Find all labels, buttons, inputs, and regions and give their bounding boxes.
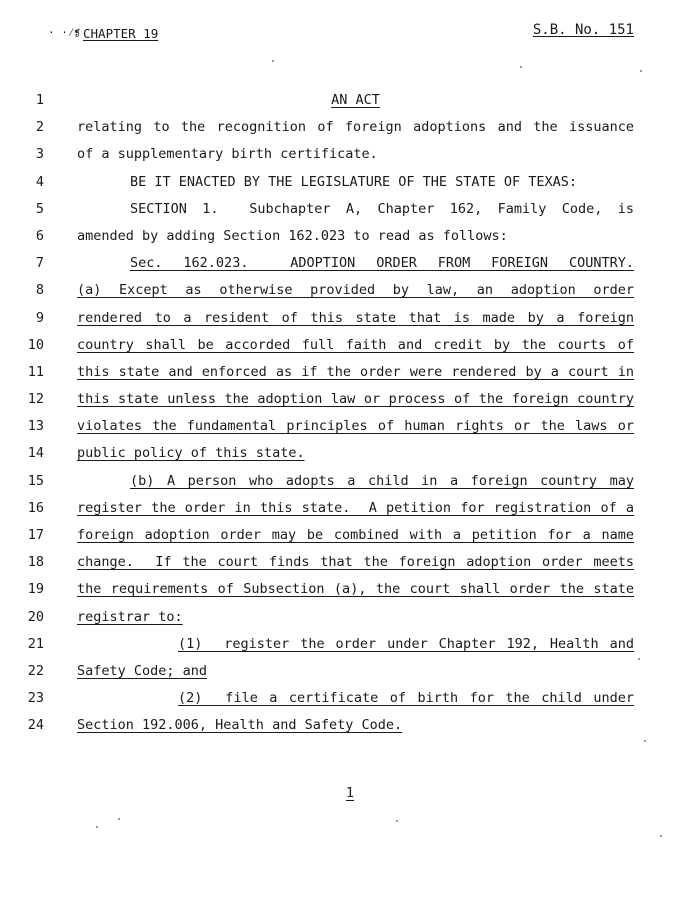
- line-number: 2: [35, 119, 44, 136]
- line-number: 15: [27, 472, 44, 489]
- bill-line: [0, 115, 700, 142]
- bill-line: [0, 632, 700, 659]
- line-number: 16: [27, 499, 44, 516]
- scan-speck: [96, 826, 98, 828]
- scan-speck: [644, 740, 646, 742]
- line-number: 5: [35, 200, 44, 217]
- line-number: 11: [27, 363, 44, 380]
- bill-line: [0, 469, 700, 496]
- bill-line: [0, 414, 700, 441]
- line-text: Safety Code; and: [77, 662, 208, 679]
- bill-line: [0, 197, 700, 224]
- bill-line: [0, 333, 700, 360]
- act-title: AN ACT: [331, 92, 380, 108]
- scan-speck: [520, 66, 522, 68]
- bill-line: [0, 387, 700, 414]
- scan-speck: [272, 60, 274, 62]
- bill-line: [0, 278, 700, 305]
- line-number: 7: [35, 255, 44, 272]
- line-text: of a supplementary birth certificate.: [77, 146, 378, 163]
- page-number: 1: [345, 785, 355, 801]
- line-text: the requirements of Subsection (a), the court shall order the state: [77, 581, 634, 598]
- line-text: foreign adoption order may be combined with a petition for a name: [77, 527, 634, 543]
- section-heading: Sec. 162.023. ADOPTION ORDER FROM FOREIGN COUNTRY.: [130, 255, 634, 272]
- line-text: (1) register the order under Chapter 192, Health and: [178, 635, 634, 652]
- bill-line: [0, 142, 700, 169]
- line-text: Section 192.006, Health and Safety Code.: [77, 717, 403, 734]
- line-text: country shall be accorded full faith and credit by the courts of: [77, 336, 634, 353]
- line-text: (b) A person who adopts a child in a foreign country may: [130, 472, 634, 489]
- line-text: this state and enforced as if the order were rendered by a court in: [77, 363, 634, 380]
- line-number: 20: [27, 608, 44, 625]
- scan-speck: [396, 820, 398, 822]
- line-text: this state unless the adoption law or process of the foreign country: [77, 391, 634, 408]
- line-text: change. If the court finds that the foreign adoption order meets: [77, 554, 634, 571]
- bill-line: [0, 577, 700, 604]
- line-number: 1: [35, 92, 44, 108]
- line-text: (2) file a certificate of birth for the child under: [178, 690, 634, 707]
- line-number: 18: [27, 554, 44, 571]
- line-text: rendered to a resident of this state that is made by a foreign: [77, 309, 634, 326]
- line-text: registrar to:: [77, 608, 183, 625]
- line-number: 3: [35, 146, 44, 163]
- line-number: 23: [27, 690, 44, 707]
- bill-line: [0, 550, 700, 577]
- bill-number: S.B. No. 151: [532, 22, 634, 38]
- line-text: violates the fundamental principles of human rights or the laws or: [77, 418, 634, 435]
- line-number: 17: [27, 527, 44, 543]
- bill-line: [0, 88, 700, 115]
- bill-line: [0, 605, 700, 632]
- line-number: 22: [27, 662, 44, 679]
- line-number: 12: [27, 391, 44, 408]
- line-number: 4: [35, 173, 44, 190]
- bill-text: [0, 88, 700, 741]
- bill-line: [0, 523, 700, 550]
- scan-speck: [640, 70, 642, 72]
- bill-line: [0, 659, 700, 686]
- line-text: public policy of this state.: [77, 445, 305, 462]
- bill-line: [0, 251, 700, 278]
- scan-speck: [118, 818, 120, 820]
- bill-line: [0, 224, 700, 251]
- scan-speck: [660, 835, 662, 837]
- line-text: SECTION 1. Subchapter A, Chapter 162, Family Code, is: [130, 200, 634, 217]
- chapter-label: CHAPTER 19: [83, 26, 159, 41]
- bill-line: [0, 441, 700, 468]
- line-text: amended by adding Section 162.023 to read as follows:: [77, 227, 508, 244]
- scan-speck: [638, 658, 640, 660]
- bill-line: [0, 170, 700, 197]
- line-number: 10: [27, 336, 44, 353]
- bill-line: [0, 713, 700, 740]
- line-text: register the order in this state. A petition for registration of a: [77, 499, 634, 516]
- line-text: (a) Except as otherwise provided by law, an adoption order: [77, 282, 634, 299]
- line-number: 24: [27, 717, 44, 734]
- line-number: 8: [35, 282, 44, 299]
- margin-mark: · ·⁄❡: [48, 26, 82, 39]
- line-number: 13: [27, 418, 44, 435]
- bill-line: [0, 306, 700, 333]
- line-number: 19: [27, 581, 44, 598]
- line-number: 6: [35, 227, 44, 244]
- line-number: 14: [27, 445, 44, 462]
- line-number: 21: [27, 635, 44, 652]
- line-number: 9: [35, 309, 44, 326]
- bill-line: [0, 496, 700, 523]
- line-text: relating to the recognition of foreign adoptions and the issuance: [77, 119, 634, 136]
- bill-line: [0, 360, 700, 387]
- bill-line: [0, 686, 700, 713]
- enacting-clause: BE IT ENACTED BY THE LEGISLATURE OF THE STATE OF TEXAS:: [130, 173, 578, 190]
